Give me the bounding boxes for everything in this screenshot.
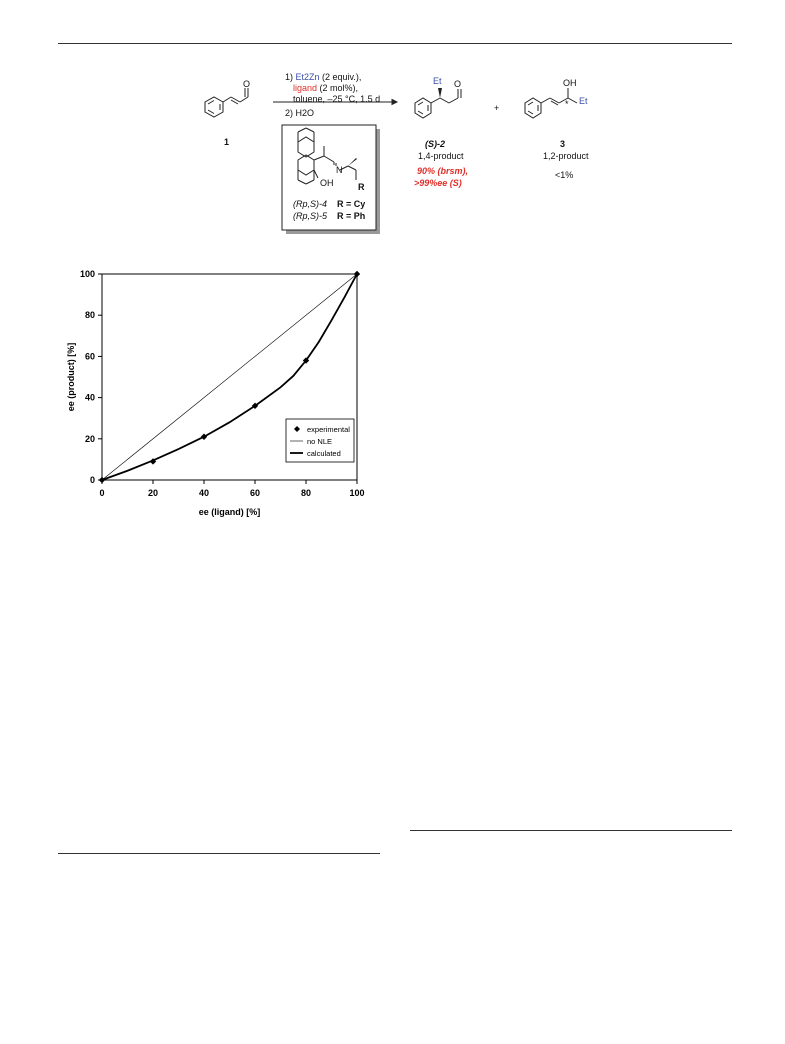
legend-label-calculated: calculated bbox=[307, 449, 341, 458]
legend-label-experimental: experimental bbox=[307, 425, 350, 434]
x-tick-label: 40 bbox=[198, 488, 210, 498]
x-tick-label: 20 bbox=[147, 488, 159, 498]
stereocenter-star: * bbox=[565, 99, 569, 109]
condition-line-3: toluene, –25 °C, 1.5 d bbox=[293, 94, 381, 104]
y-tick-label: 20 bbox=[84, 433, 95, 444]
atom-label-n-ligand: N bbox=[336, 165, 343, 175]
y-tick-label: 40 bbox=[84, 392, 95, 403]
atom-label-r-ligand: R bbox=[358, 182, 365, 192]
y-tick-label: 60 bbox=[84, 351, 95, 362]
x-axis-label: ee (ligand) [%] bbox=[198, 507, 261, 517]
y-tick-label: 100 bbox=[79, 269, 95, 279]
product-3-type: 1,2-product bbox=[543, 151, 589, 161]
substrate-structure bbox=[205, 88, 248, 117]
right-column-rule bbox=[410, 830, 732, 831]
ligand-4-r: R = Cy bbox=[337, 199, 366, 209]
x-tick-label: 80 bbox=[300, 488, 312, 498]
product-2-structure bbox=[415, 89, 461, 118]
x-tick-label: 100 bbox=[349, 488, 365, 498]
y-axis-label: ee (product) [%] bbox=[66, 342, 76, 412]
atom-label-oh-3: OH bbox=[563, 78, 577, 88]
ligand-4-label: (Rp,S)-4 bbox=[293, 199, 328, 209]
substrate-number: 1 bbox=[224, 137, 230, 147]
reaction-scheme bbox=[0, 0, 785, 240]
experimental-point bbox=[354, 271, 360, 277]
ligand-5-r: R = Ph bbox=[337, 211, 366, 221]
product-3-structure bbox=[525, 88, 577, 118]
atom-label-o-substrate: O bbox=[243, 79, 251, 89]
ligand-5-label: (Rp,S)-5 bbox=[293, 211, 328, 221]
atom-label-et-2: Et bbox=[433, 76, 442, 86]
product-2-type: 1,4-product bbox=[418, 151, 464, 161]
nle-chart bbox=[60, 258, 365, 523]
ligand-word: ligand bbox=[293, 83, 318, 93]
condition-line-1: 1) Et2Zn (2 equiv.), bbox=[285, 72, 362, 82]
product-3-number: 3 bbox=[560, 139, 566, 149]
product-2-label: (S)-2 bbox=[425, 139, 445, 149]
x-tick-label: 60 bbox=[249, 488, 261, 498]
left-column-rule bbox=[58, 853, 380, 854]
condition-line-4: 2) H2O bbox=[285, 108, 315, 118]
atom-label-oh-ligand: OH bbox=[320, 178, 334, 188]
x-tick-label: 0 bbox=[99, 488, 105, 498]
product-3-yield: <1% bbox=[555, 170, 574, 180]
legend-label-no-nle: no NLE bbox=[307, 437, 333, 446]
y-tick-label: 0 bbox=[89, 475, 95, 485]
atom-label-et-3: Et bbox=[579, 96, 588, 106]
condition-line-2: ligand (2 mol%), bbox=[293, 83, 359, 93]
diethylzinc-reagent: Et2Zn bbox=[295, 72, 320, 82]
product-2-ee: >99%ee (S) bbox=[414, 178, 462, 188]
experimental-point bbox=[99, 477, 105, 483]
product-2-yield: 90% (brsm), bbox=[417, 166, 469, 176]
y-tick-label: 80 bbox=[84, 310, 95, 321]
atom-label-o-2: O bbox=[454, 79, 462, 89]
plus-sign: + bbox=[494, 103, 500, 113]
